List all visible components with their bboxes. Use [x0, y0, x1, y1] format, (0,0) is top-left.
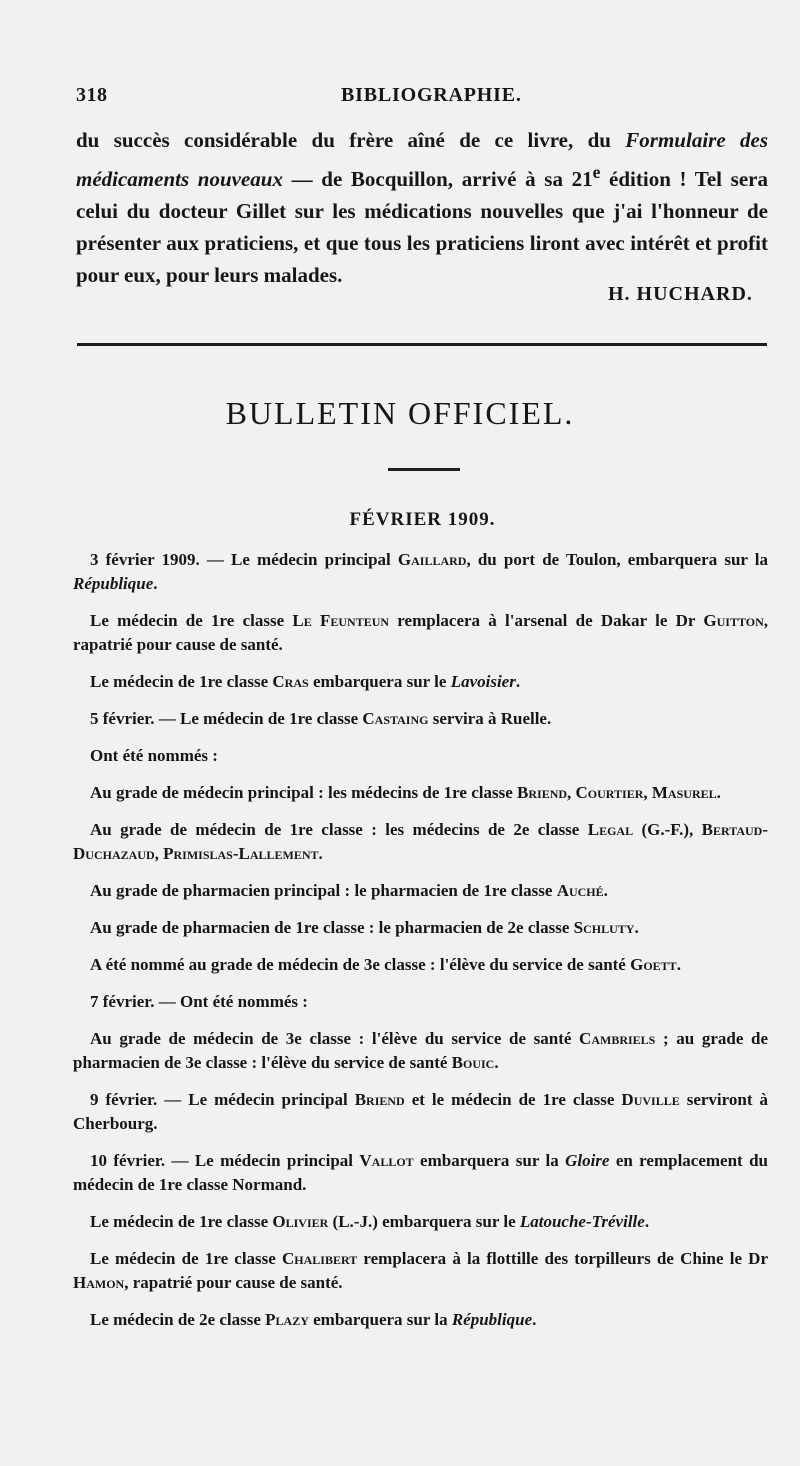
continued-text-e: édition ! Tel sera celui du docteur Gillet sur les médications nouvelles que j'ai l'honneur de présenter aux praticiens, et que tous les praticiens liront avec intérêt et profit pour eux, pour leurs malades. — [76, 167, 768, 287]
page-number: 318 — [76, 84, 108, 106]
bulletin-entry: Le médecin de 1re classe Cras embarquera sur le Lavoisier. — [90, 672, 521, 691]
bulletin-entry: Le médecin de 1re classe Chalibert remplacera à la flottille des torpilleurs de Chine le Dr Hamon, rapatrié pour cause de santé. — [73, 1249, 768, 1292]
bulletin-entry: Le médecin de 1re classe Le Feunteun remplacera à l'arsenal de Dakar le Dr Guitton, rapatrié pour cause de santé. — [73, 611, 768, 654]
month-heading: FÉVRIER 1909. — [349, 509, 496, 530]
bulletin-entry: Au grade de médecin principal : les médecins de 1re classe Briend, Courtier, Masurel. — [90, 783, 721, 802]
bulletin-entry: 3 février 1909. — Le médecin principal Gaillard, du port de Toulon, embarquera sur la République. — [73, 550, 769, 593]
continued-text-a: du succès considérable du frère aîné de ce livre, du — [76, 128, 626, 152]
bulletin-entries — [73, 548, 768, 1345]
running-title: BIBLIOGRAPHIE. — [341, 84, 522, 106]
bulletin-entry: Au grade de médecin de 3e classe : l'élève du service de santé Cambriels ; au grade de pharmacien de 3e classe : l'élève du service de santé Bouic. — [73, 1029, 768, 1072]
bulletin-entry: A été nommé au grade de médecin de 3e classe : l'élève du service de santé Goett. — [90, 955, 681, 974]
bulletin-entry: 5 février. — Le médecin de 1re classe Castaing servira à Ruelle. — [90, 709, 552, 728]
bulletin-entry: Le médecin de 1re classe Olivier (L.-J.) embarquera sur le Latouche-Tréville. — [90, 1212, 650, 1231]
continued-paragraph — [76, 124, 768, 291]
bulletin-entry: Au grade de pharmacien principal : le pharmacien de 1re classe Auché. — [90, 881, 608, 900]
section-divider — [77, 343, 767, 346]
continued-title-italic: Formulaire des médicaments nouveaux — [76, 128, 768, 191]
page-header — [76, 84, 766, 114]
bulletin-entry: Au grade de médecin de 1re classe : les médecins de 2e classe Legal (G.-F.), Bertaud-Duchazaud, Primislas-Lallement. — [73, 820, 768, 863]
bulletin-entry: 10 février. — Le médecin principal Vallot embarquera sur la Gloire en remplacement du médecin de 1re classe Normand. — [73, 1151, 768, 1194]
bulletin-entry: Au grade de pharmacien de 1re classe : le pharmacien de 2e classe Schluty. — [90, 918, 639, 937]
continued-text-c: — de Bocquillon, arrivé à sa 21 — [282, 167, 593, 191]
bulletin-entry: 7 février. — Ont été nommés : — [90, 992, 308, 1011]
edition-superscript: e — [592, 162, 601, 182]
bulletin-entry: 9 février. — Le médecin principal Briend et le médecin de 1re classe Duville serviront à Cherbourg. — [73, 1090, 768, 1133]
bulletin-entry: Ont été nommés : — [90, 746, 218, 765]
bulletin-title: BULLETIN OFFICIEL. — [225, 395, 575, 431]
author-signature: H. HUCHARD. — [608, 283, 753, 305]
bulletin-entry: Le médecin de 2e classe Plazy embarquera sur la République. — [90, 1310, 537, 1329]
title-underline — [388, 468, 460, 471]
